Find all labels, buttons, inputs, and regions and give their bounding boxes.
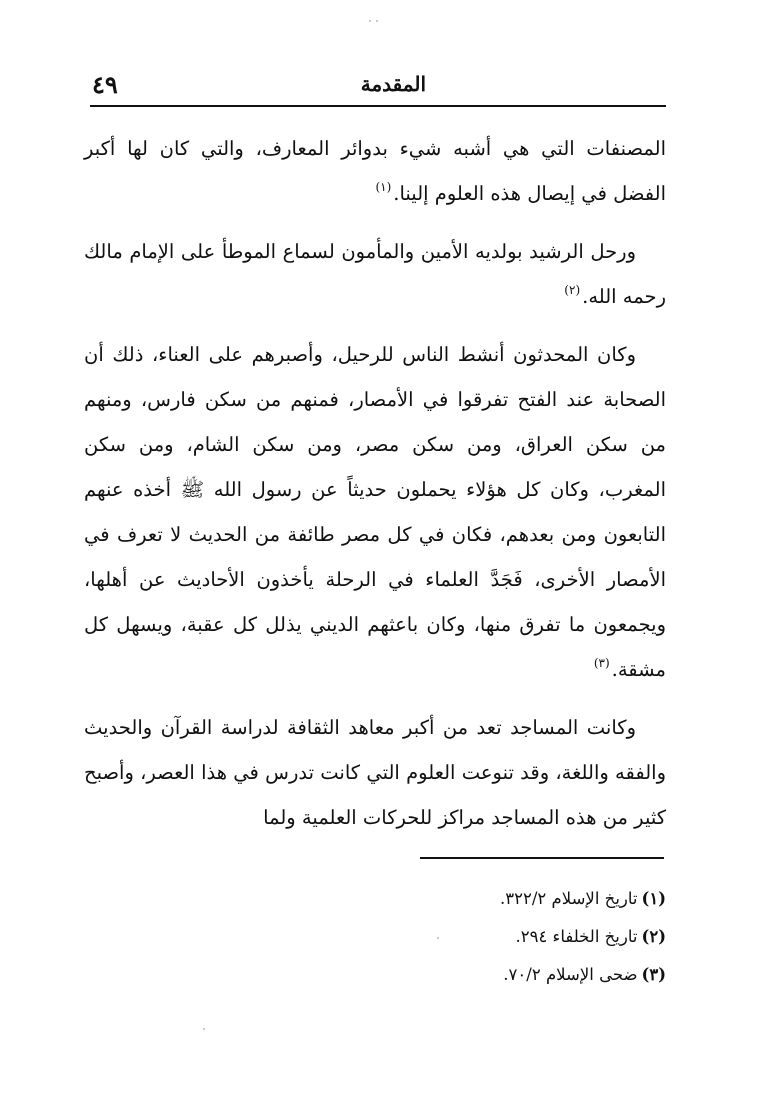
footnote-text: تاريخ الإسلام ٣٢٢/٢.	[500, 889, 638, 908]
footnote-text: تاريخ الخلفاء ٢٩٤.	[515, 927, 638, 946]
paragraph-3	[84, 332, 666, 695]
paragraph-text: وكان المحدثون أنشط الناس للرحيل، وأصبرهم على العناء، ذلك أن الصحابة عند الفتح تفرقوا في الأمصار، فمنهم من سكن فارس، ومنهم من سكن العراق، ومن سكن مصر، ومن سكن الشام، ومن سكن المغرب، وكان كل هؤلاء يحملون حديثاً عن رسول الله ﷺ أخذه عنهم التابعون ومن بعدهم، فكان في كل مصر طائفة من الحديث لا تعرف في الأمصار الأخرى، فَجَدَّ العلماء في الرحلة يأخذون الأحاديث عن أهلها، ويجمعون ما تفرق منها، وكان باعثهم الديني يذلل كل عقبة، ويسهل كل مشقة.	[84, 343, 666, 681]
footnote-1	[300, 880, 666, 918]
footnote-3	[300, 956, 666, 994]
paragraph-text: المصنفات التي هي أشبه شيء بدوائر المعارف، والتي كان لها أكبر الفضل في إيصال هذه العلوم إلينا.	[84, 137, 666, 205]
scan-speck	[437, 937, 439, 939]
footnote-text: ضحى الإسلام ٧٠/٢.	[503, 965, 638, 984]
scan-speck	[376, 20, 378, 22]
footnote-number: (٣)	[641, 965, 666, 984]
paragraph-1	[84, 126, 666, 219]
scan-speck	[369, 20, 371, 22]
main-text	[84, 126, 666, 840]
header-title: المقدمة	[360, 72, 426, 96]
footnote-number: (١)	[641, 889, 666, 908]
header-rule	[90, 105, 666, 107]
footnote-number: (٢)	[641, 927, 666, 946]
footnote-marker: (١)	[375, 180, 392, 194]
running-header	[92, 70, 664, 104]
footnote-2	[300, 918, 666, 956]
scan-speck	[203, 1028, 205, 1030]
footnote-marker: (٢)	[564, 283, 581, 297]
paragraph-2	[84, 229, 666, 322]
footnote-separator	[420, 857, 664, 859]
footnote-marker: (٣)	[593, 656, 610, 670]
paragraph-text: ورحل الرشيد بولديه الأمين والمأمون لسماع الموطأ على الإمام مالك رحمه الله.	[84, 240, 666, 308]
footnotes	[300, 880, 666, 994]
paragraph-text: وكانت المساجد تعد من أكبر معاهد الثقافة لدراسة القرآن والحديث والفقه واللغة، وقد تنوعت العلوم التي كانت تدرس في هذا العصر، وأصبح كثير من هذه المساجد مراكز للحركات العلمية ولما	[84, 716, 666, 829]
page-number: ٤٩	[92, 70, 118, 99]
paragraph-4	[84, 705, 666, 840]
